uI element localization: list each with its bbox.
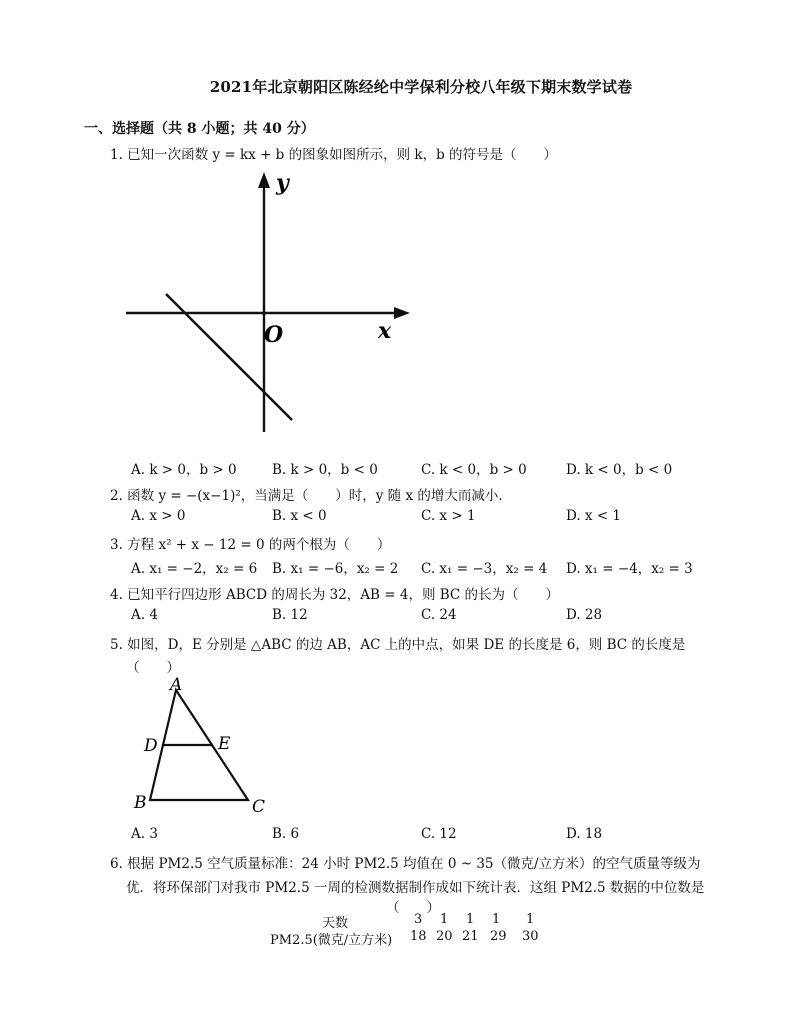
q1-option-a[interactable]: A. k > 0，b > 0: [131, 462, 237, 478]
q3-option-a[interactable]: A. x₁ = −2，x₂ = 6: [131, 561, 258, 577]
q6-data-table: [270, 912, 570, 948]
q5-triangle-figure: [130, 674, 280, 820]
q1-option-d[interactable]: D. k < 0，b < 0: [566, 462, 673, 478]
q2-option-a[interactable]: A. x > 0: [131, 508, 186, 524]
table-cell: 30: [522, 929, 539, 944]
x-axis-label: x: [378, 318, 392, 344]
q2-option-c[interactable]: C. x > 1: [421, 508, 476, 524]
q2-option-b[interactable]: B. x < 0: [272, 508, 327, 524]
q4-option-d[interactable]: D. 28: [566, 607, 603, 623]
q4-option-a[interactable]: A. 4: [131, 607, 158, 623]
q1-option-b[interactable]: B. k > 0，b < 0: [272, 462, 378, 478]
q5-option-b[interactable]: B. 6: [272, 826, 300, 842]
question-6-text-line2: 优．将环保部门对我市 PM2.5 一周的检测数据制作成如下统计表．这组 PM2.5 数据的中位数是: [126, 880, 705, 896]
page-title: 2021年北京朝阳区陈经纶中学保利分校八年级下期末数学试卷: [209, 78, 633, 96]
table-cell: 21: [462, 929, 479, 944]
x-axis-arrow: [394, 307, 410, 319]
y-axis-label: y: [276, 170, 289, 196]
table-cell: 18: [410, 929, 427, 944]
question-2-text: 2. 函数 y = −(x−1)²，当满足（ ）时，y 随 x 的增大而减小．: [110, 488, 512, 504]
question-3-text: 3. 方程 x² + x − 12 = 0 的两个根为（ ）: [110, 537, 391, 553]
q5-option-a[interactable]: A. 3: [131, 826, 158, 842]
q3-option-c[interactable]: C. x₁ = −3，x₂ = 4: [421, 561, 548, 577]
y-axis-arrow: [258, 172, 270, 188]
point-d-label: D: [144, 736, 158, 756]
question-5-text-line2: （ ）: [126, 660, 180, 676]
table-cell: 29: [490, 929, 507, 944]
table-cell: 1: [466, 912, 475, 927]
question-1-text: 1. 已知一次函数 y = kx + b 的图象如图所示，则 k，b 的符号是（ ）: [110, 147, 558, 163]
question-4-text: 4. 已知平行四边形 ABCD 的周长为 32，AB = 4，则 BC 的长为（ ）: [110, 587, 560, 603]
section-heading: 一、选择题（共 8 小题；共 40 分）: [84, 121, 315, 137]
vertex-b-label: B: [134, 793, 147, 813]
q4-option-b[interactable]: B. 12: [272, 607, 308, 623]
origin-label: O: [264, 322, 284, 348]
q4-option-c[interactable]: C. 24: [421, 607, 457, 623]
point-e-label: E: [218, 734, 231, 754]
q1-option-c[interactable]: C. k < 0，b > 0: [421, 462, 527, 478]
table-cell: 1: [526, 912, 535, 927]
q5-option-d[interactable]: D. 18: [566, 826, 603, 842]
question-5-text-line1: 5. 如图，D，E 分别是 △ABC 的边 AB，AC 上的中点，如果 DE 的长度是 6，则 BC 的长度是: [110, 637, 686, 653]
q2-option-d[interactable]: D. x < 1: [566, 508, 622, 524]
vertex-c-label: C: [252, 797, 266, 817]
q3-option-b[interactable]: B. x₁ = −6，x₂ = 2: [272, 561, 399, 577]
table-row1-label: 天数: [322, 916, 349, 931]
vertex-a-label: A: [170, 675, 183, 695]
q3-option-d[interactable]: D. x₁ = −4，x₂ = 3: [566, 561, 693, 577]
table-row2-label: PM2.5(微克/立方米): [270, 933, 393, 948]
question-6-text-line3: （ ）: [386, 900, 440, 916]
table-cell: 1: [492, 912, 501, 927]
table-cell: 3: [414, 912, 423, 927]
question-6-text-line1: 6. 根据 PM2.5 空气质量标准：24 小时 PM2.5 均值在 0 ~ 35（微克/立方米）的空气质量等级为: [110, 856, 701, 872]
table-cell: 1: [440, 912, 449, 927]
q1-graph: [118, 170, 418, 450]
table-cell: 20: [436, 929, 453, 944]
q5-option-c[interactable]: C. 12: [421, 826, 457, 842]
